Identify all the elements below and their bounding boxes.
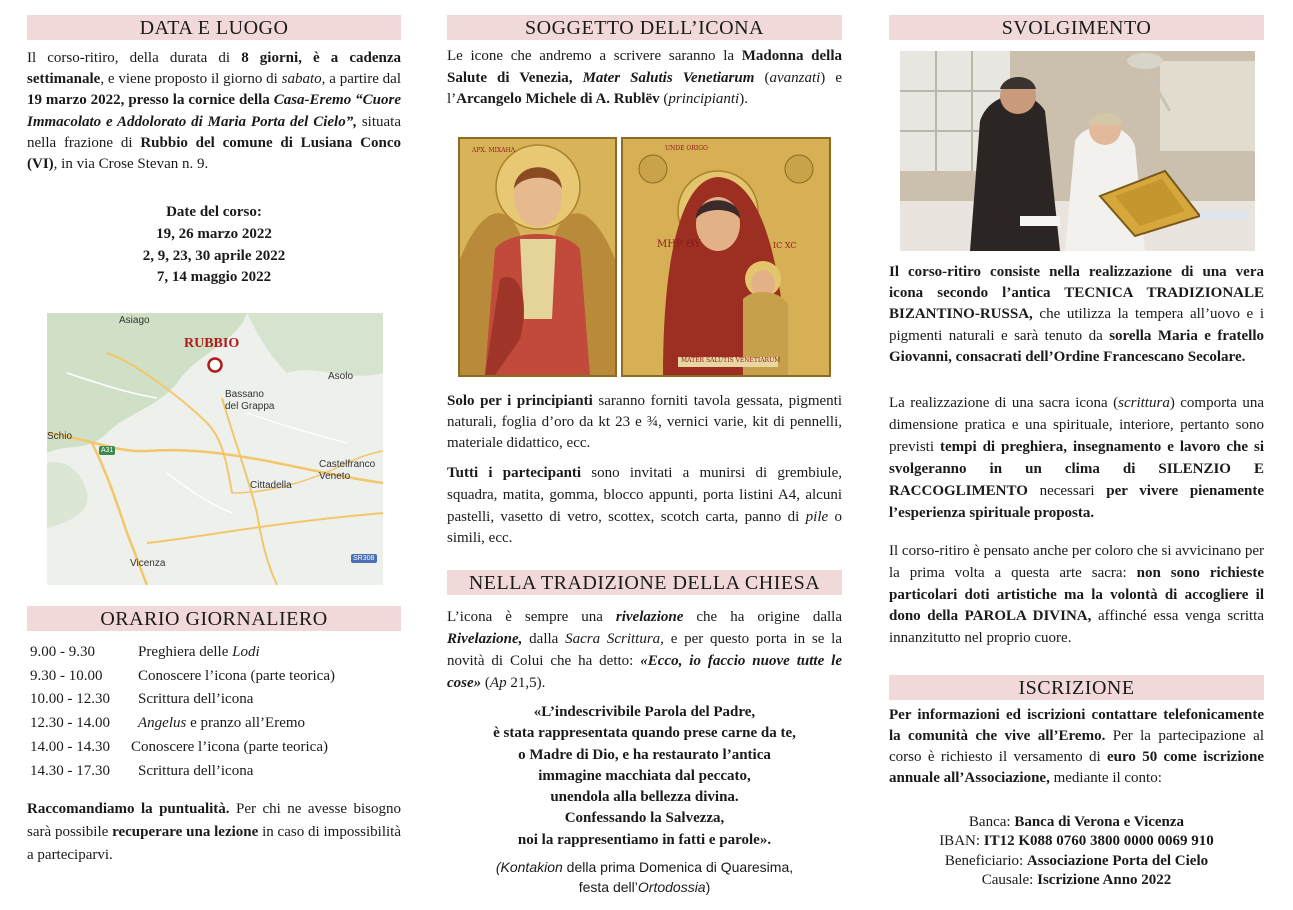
bank-line: Banca: Banca di Verona e Vicenza <box>968 814 1185 830</box>
dates-block <box>27 202 401 289</box>
quote-line: unendola alla bellezza divina. <box>550 789 739 806</box>
schedule-row <box>30 736 402 760</box>
icon-inscription: MHP ΘΥ <box>657 239 701 250</box>
workshop-photo <box>900 51 1255 251</box>
map-place-label: Castelfranco Veneto <box>319 459 376 482</box>
schedule-activity: Preghiera delle Lodi <box>138 644 260 660</box>
map-place-label: Asiago <box>119 315 150 326</box>
schedule-row <box>30 688 402 712</box>
map-place-label: Cittadella <box>250 480 292 491</box>
kontakion-source: (Kontakion della prima Domenica di Quaresima, festa dell’Ortodossia) <box>495 859 794 895</box>
workshop-scene <box>900 51 1255 251</box>
dates-title: Date del corso: <box>166 204 262 220</box>
paragraph-luogo: Il corso-ritiro, della durata di 8 giorni, è a cadenza settimanale, e viene proposto il giorno di sabato, a partire dal 19 marzo 2022, presso la cornice della Casa-Eremo “Cuore Immacolato e Addolorato di Maria Porta del Cielo”, situata nella frazione di Rubbio del comune di Lusiana Conco (VI), in via Crose Stevan n. 9. <box>27 50 402 173</box>
schedule-time: 9.30 - 10.00 <box>30 667 103 684</box>
paragraph-partecipanti: Tutti i partecipanti sono invitati a munirsi di grembiule, squadra, matita, gomma, blocco appunti, porta listini A4, alcuni pastelli, vasetto di vetro, scottex, scotch carta, panno di pile o simili, ecc. <box>447 465 842 547</box>
heading-orario-giornaliero: ORARIO GIORNALIERO <box>27 606 401 631</box>
heading-iscrizione: ISCRIZIONE <box>889 675 1264 700</box>
schedule-row <box>30 760 402 784</box>
map-place-label: Bassano del Grappa <box>225 389 275 412</box>
icon-inscription: MATER SALUTIS VENETIARUM <box>681 357 781 364</box>
schedule-activity: Conoscere l’icona (parte teorica) <box>138 667 335 684</box>
paragraph-principianti: Solo per i principianti saranno forniti tavola gessata, pigmenti naturali, foglia d’oro da kt 23 e ¾, vernici varie, kit di pennelli, materiale didattico, ecc. <box>447 393 842 452</box>
quote-line: è stata rappresentata quando prese carne da te, <box>493 725 796 742</box>
bank-details <box>889 813 1264 890</box>
heading-svolgimento: SVOLGIMENTO <box>889 15 1264 40</box>
quote-line: Confessando la Salvezza, <box>564 810 725 827</box>
schedule-activity: Angelus e pranzo all’Eremo <box>138 715 306 732</box>
date-line: 7, 14 maggio 2022 <box>156 269 272 286</box>
icon-inscription: UNDE ORIGO <box>665 145 708 152</box>
paragraph-svolgimento-1: Il corso-ritiro consiste nella realizzazione di una vera icona secondo l’antica TECNICA TRADIZIONALE BIZANTINO-RUSSA, che utilizza la tempera all’uovo e i pigmenti naturali e sarà tenuto da sorella Maria e fratello Giovanni, consacrati dell’Ordine Francescano Secolare. <box>889 264 1264 365</box>
schedule-activity: Scrittura dell’icona <box>138 691 254 708</box>
map-place-label: Schio <box>47 431 73 442</box>
iban-line: IBAN: IT12 K088 0760 3800 0000 0069 910 <box>939 833 1214 850</box>
heading-soggetto-icona: SOGGETTO DELL’ICONA <box>447 15 842 40</box>
schedule-time: 12.30 - 14.00 <box>30 715 110 732</box>
schedule-time: 14.30 - 17.30 <box>30 762 110 779</box>
schedule-activity: Conoscere l’icona (parte teorica) <box>131 738 328 755</box>
icon-inscription: IC XC <box>773 241 797 250</box>
paragraph-iscrizione: Per informazioni ed iscrizioni contattare telefonicamente la comunità che vive all’Eremo. Per la partecipazione al corso è richiesto il versamento di euro 50 come iscrizione annuale all’Associazione, mediante il conto: <box>889 707 1264 786</box>
madonna-salute-icon-image <box>621 137 831 377</box>
daily-schedule <box>30 641 402 783</box>
paragraph-svolgimento-2: La realizzazione di una sacra icona (scrittura) comporta una dimensione pratica e una spirituale, interiore, pertanto sono previsti tempi di preghiera, insegnamento e lavoro che si svolgeranno in un clima di SILENZIO E RACCOGLIMENTO necessari per vivere pienamente l’esperienza spirituale proposta. <box>889 395 1264 521</box>
quote-line: noi la rappresentiamo in fatti e parole». <box>517 831 772 848</box>
kontakion-quote <box>447 702 842 851</box>
map-place-label: Asolo <box>328 371 354 382</box>
beneficiary-line: Beneficiario: Associazione Porta del Cielo <box>944 852 1209 869</box>
quote-line: «L’indescrivibile Parola del Padre, <box>533 704 756 720</box>
heading-data-e-luogo: DATA E LUOGO <box>27 15 401 40</box>
paragraph-puntualita: Raccomandiamo la puntualità. Per chi ne avesse bisogno sarà possibile recuperare una lezione in caso di impossibilità a parteciparvi. <box>27 801 401 863</box>
map-terrain <box>47 313 383 585</box>
location-map <box>47 313 383 585</box>
schedule-row <box>30 712 402 736</box>
heading-tradizione-chiesa: NELLA TRADIZIONE DELLA CHIESA <box>447 570 842 595</box>
schedule-time: 10.00 - 12.30 <box>30 691 110 708</box>
icon-inscription: ΑΡΧ. ΜΙΧΑΗΛ <box>472 147 516 154</box>
schedule-activity: Scrittura dell’icona <box>138 762 254 779</box>
quote-line: o Madre di Dio, e ha restaurato l’antica <box>518 746 771 763</box>
schedule-row <box>30 641 402 665</box>
schedule-time: 9.00 - 9.30 <box>30 644 95 660</box>
quote-line: immagine macchiata dal peccato, <box>538 767 751 784</box>
causale-line: Causale: Iscrizione Anno 2022 <box>981 871 1172 888</box>
map-marker-label: RUBBIO <box>184 336 240 351</box>
paragraph-tradizione: L’icona è sempre una rivelazione che ha origine dalla Rivelazione, dalla Sacra Scrittura, e per questo porta in se la novità di Colui che ha detto: «Ecco, io faccio nuove tutte le cose» (Ap 21,5). <box>447 609 843 691</box>
schedule-row <box>30 665 402 689</box>
map-road-shield: A31 <box>101 447 114 454</box>
date-line: 2, 9, 23, 30 aprile 2022 <box>142 247 286 264</box>
madonna-figure <box>623 139 829 375</box>
paragraph-soggetto: Le icone che andremo a scrivere saranno la Madonna della Salute di Venezia, Mater Salutis Venetiarum (avanzati) e l’Arcangelo Michele di A. Rublëv (principianti). <box>447 48 842 107</box>
archangel-figure <box>460 139 615 375</box>
map-place-label: Vicenza <box>130 558 166 569</box>
date-line: 19, 26 marzo 2022 <box>156 225 272 242</box>
map-road-shield: SR308 <box>353 555 375 562</box>
paragraph-svolgimento-3: Il corso-ritiro è pensato anche per coloro che si avvicinano per la prima volta a questa arte sacra: non sono richieste particolari doti artistiche ma la volontà di accogliere il dono della PAROLA DIVINA, affinché essa venga scritta innanzitutto nel proprio cuore. <box>889 543 1264 647</box>
archangel-michael-icon-image <box>458 137 617 377</box>
schedule-time: 14.00 - 14.30 <box>30 738 110 755</box>
